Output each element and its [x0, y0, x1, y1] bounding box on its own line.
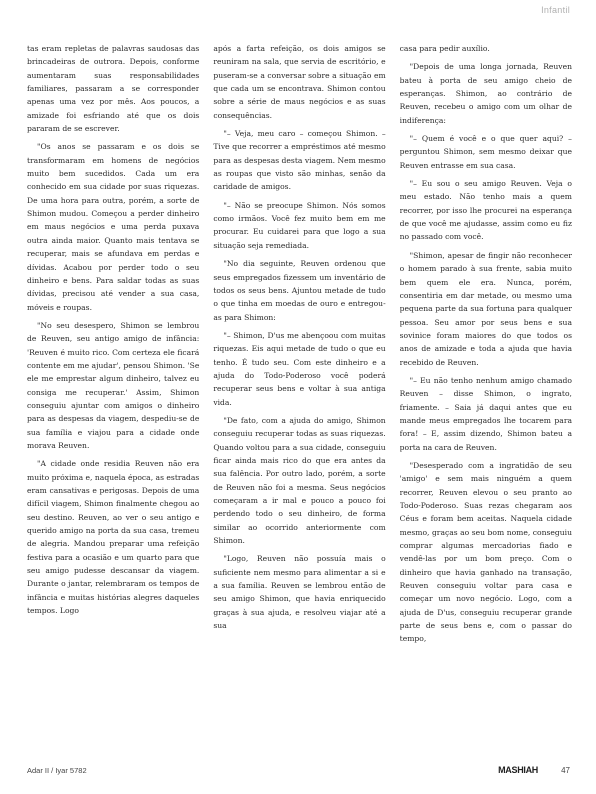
paragraph: "De fato, com a ajuda do amigo, Shimon conseguiu recuperar todas as suas riquezas. Quando voltou para a sua cidade, conseguiu ficar ainda mais rico do que era antes da sua falência. Por outro lado, porém, a sorte de Reuven não foi a mesma. Seus negócios começaram a ir mal e pouco a pouco foi perdendo todo o seu dinheiro, de forma similar ao ocorrido anteriormente com Shimon. [213, 415, 386, 546]
paragraph: "– Quem é você e o que quer aqui? – perguntou Shimon, sem mesmo deixar que Reuven entrasse em sua casa. [399, 134, 572, 170]
page-footer [27, 766, 570, 780]
article-body [27, 42, 572, 762]
text-column-2 [213, 42, 385, 762]
paragraph: "No dia seguinte, Reuven ordenou que seus empregados fizessem um inventário de todos os seus bens. Ajuntou metade de tudo o que tinha em moedas de ouro e entregou-as para Shimon: [213, 259, 386, 322]
issue-date: Adar II / Iyar 5782 [27, 766, 87, 775]
paragraph: "No seu desespero, Shimon se lembrou de Reuven, seu antigo amigo de infância: 'Reuven é muito rico. Com certeza ele ficará contente em me ajudar', pensou Shimon. 'Se ele me emprestar algum dinheiro, talvez eu consiga me recuperar.' Assim, Shimon conseguiu ajuntar com amigos o dinheiro para as despesas da viagem, despediu-se de sua família e viajou para a cidade onde morava Reuven. [27, 320, 200, 450]
paragraph: "Depois de uma longa jornada, Reuven bateu à porta de seu amigo cheio de esperanças. Shimon, ao contrário de Reuven, recebeu o amigo com um olhar de indiferença: [399, 62, 572, 125]
text-column-3 [400, 42, 572, 762]
paragraph: "A cidade onde residia Reuven não era muito próxima e, naquela época, as estradas eram cansativas e perigosas. Depois de uma difícil viagem, Shimon finalmente chegou ao seu destino. Reuven, ao ver o seu antigo e querido amigo na porta da sua casa, tremeu de alegria. Mandou preparar uma refeição festiva para a ocasião e um quarto para que seu amigo pudesse descansar da viagem. Durante o jantar, relembraram os tempos de infância e muitas histórias alegres daqueles tempos. Logo [27, 459, 200, 616]
paragraph: "Desesperado com a ingratidão de seu 'amigo' e sem mais ninguém a quem recorrer, Reuven elevou o seu pranto ao Todo-Poderoso. Suas rezas chegaram aos Céus e foram bem aceitas. Naquela cidade mesmo, graças ao seu bom nome, conseguiu comprar algumas mercadorias fiado e vendê-las por um bom preço. Com o dinheiro que havia ganhado na transação, Reuven conseguiu voltar para casa e começar um novo negócio. Logo, com a ajuda de D'us, conseguiu recuperar grande parte de seus bens e, com o passar do tempo, [399, 460, 572, 644]
paragraph: "Shimon, apesar de fingir não reconhecer o homem parado à sua frente, sabia muito bem quem ele era. Nunca, porém, consentiria em dar metade, ou mesmo uma pequena parte da sua fortuna para qualquer pessoa. Seu amor por seus bens e sua sovinice foram maiores do que todos os anos de amizade e toda a ajuda que havia recebido de Reuven. [399, 250, 572, 367]
paragraph: "– Eu sou o seu amigo Reuven. Veja o meu estado. Não tenho mais a quem recorrer, por isso lhe procurei na esperança de que você me ajudasse, assim como eu fiz no passado com você. [399, 179, 572, 242]
paragraph: "– Shimon, D'us me abençoou com muitas riquezas. Eis aqui metade de tudo o que eu tenho. É tudo seu. Com este dinheiro e a ajuda do Todo-Poderoso você poderá recuperar seus bens e voltar à sua antiga vida. [213, 330, 386, 407]
page-header [0, 0, 596, 18]
paragraph: tas eram repletas de palavras saudosas das brincadeiras de outrora. Depois, conforme aumentaram suas responsabilidades familiares, passaram a se corresponder apenas uma vez por mês. Aos poucos, a amizade foi esfriando até que os dois pararam de se escrever. [27, 44, 200, 134]
text-column-1 [27, 42, 199, 762]
section-label: Infantil [541, 5, 570, 15]
page-number: 47 [561, 766, 570, 775]
paragraph: "– Eu não tenho nenhum amigo chamado Reuven – disse Shimon, o ingrato, friamente. – Saia já daqui antes que eu mande meus empregados lhe tocarem para fora! – E, assim dizendo, Shimon bateu a porta na cara de Reuven. [399, 375, 572, 452]
paragraph: "– Veja, meu caro – começou Shimon. – Tive que recorrer a empréstimos até mesmo para as despesas desta viagem. Nem mesmo as roupas que visto são minhas, senão da caridade de amigos. [213, 129, 386, 192]
paragraph: após a farta refeição, os dois amigos se reuniram na sala, que servia de escritório, e puseram-se a conversar sobre a situação em que cada um se encontrava. Shimon contou sobre a série de maus negócios e as suas consequências. [213, 44, 386, 120]
magazine-logo: MASHIAH [498, 765, 538, 775]
paragraph: "Os anos se passaram e os dois se transformaram em homens de negócios muito bem sucedidos. Cada um era conhecido em sua cidade por suas riquezas. De uma hora para outra, porém, a sorte de Shimon mudou. Começou a perder dinheiro em maus negócios e uma perda puxava outra ainda maior. Quanto mais tentava se recuperar, mais se afundava em perdas e dívidas. Acabou por perder todo o seu dinheiro e bens. Para saldar todas as suas dívidas, precisou até vender a sua casa, móveis e roupas. [27, 142, 200, 312]
paragraph: casa para pedir auxílio. [399, 44, 490, 53]
paragraph: "– Não se preocupe Shimon. Nós somos como irmãos. Você fez muito bem em me procurar. Eu cuidarei para que logo a sua situação seja remediada. [213, 200, 386, 250]
paragraph: "Logo, Reuven não possuía mais o suficiente nem mesmo para alimentar a si e a sua família. Reuven se lembrou então de seu amigo Shimon, que havia enriquecido graças à sua ajuda, e resolveu viajar até a sua [213, 554, 386, 631]
